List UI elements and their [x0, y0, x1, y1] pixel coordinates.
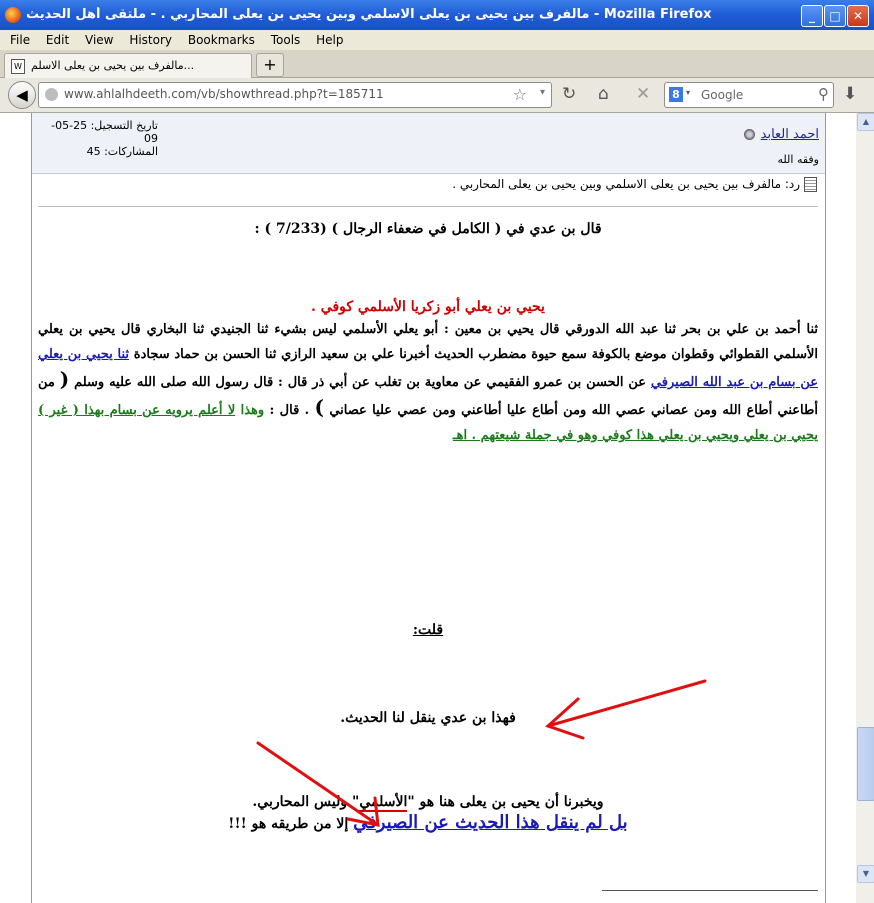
line2-b: " وليس المحاربي.: [252, 794, 360, 810]
close-button[interactable]: ✕: [847, 5, 869, 27]
search-placeholder: Google: [701, 88, 744, 102]
para-a: ثنا أحمد بن علي بن بحر ثنا عبد الله الدورقي قال يحيي بن معين : أبو يعلي الأسلمي ليس بشيء ثنا الجنيدي ثنا البخاري قال يحيي بن يعلي الأسلمي القطوائي وقطوان موضع بالكوفة سمع حيوة مضطرب الحديث أخبرنا علي بن سعيد الرازي ثنا الحسن بن حماد سجادة: [38, 322, 818, 362]
google-icon[interactable]: 8: [669, 87, 683, 102]
quote-paragraph: [38, 317, 818, 448]
menu-file[interactable]: File: [10, 33, 31, 47]
green-text: وهذا: [240, 403, 265, 418]
post-body: [38, 213, 818, 833]
stop-icon[interactable]: ✕: [636, 84, 651, 104]
post-title-text: رد: مالفرف بين يحيى بن يعلى الاسلمي وبين يحيى بن يعلى المحاربي .: [452, 177, 800, 191]
url-text[interactable]: www.ahlalhdeeth.com/vb/showthread.php?t=185711: [64, 87, 384, 101]
page-content: [0, 113, 856, 903]
signature-divider: [602, 890, 818, 891]
line2-aslami: الأسلمي: [359, 794, 408, 810]
reload-icon[interactable]: ↻: [562, 84, 577, 104]
firefox-icon: [5, 7, 21, 23]
post-count: المشاركات: 45: [86, 145, 158, 158]
search-box[interactable]: [664, 82, 834, 108]
comment-line-1: فهذا بن عدي ينقل لنا الحديث.: [340, 710, 516, 726]
page-icon: W: [11, 59, 25, 74]
back-button[interactable]: ◀: [8, 81, 36, 109]
line3-rest: إلا من طريقه هو !!!: [228, 816, 349, 832]
download-icon[interactable]: ⬇: [843, 84, 858, 104]
tab-label: مالفرف بين يحيى بن يعلى الاسلم...: [31, 59, 195, 72]
home-icon[interactable]: ⌂: [598, 84, 609, 104]
comment-line-2: [38, 794, 818, 810]
menu-bookmarks[interactable]: Bookmarks: [187, 33, 255, 47]
tab-bar: [0, 50, 874, 78]
window-titlebar[interactable]: [0, 0, 874, 30]
username-link[interactable]: احمد العابد: [760, 127, 819, 142]
paren-close: ): [314, 395, 324, 419]
green-underlined-text: لا أعلم يرويه عن بسام بهذا ( غير ) يحيي بن يعلي ويحيي بن يعلي هذا كوفي وهو في جملة شيعتهم . اهـ: [38, 403, 818, 443]
online-status-icon: [744, 129, 755, 140]
menu-help[interactable]: Help: [316, 33, 344, 47]
menu-edit[interactable]: Edit: [45, 33, 70, 47]
url-bar[interactable]: [38, 82, 552, 108]
post: [31, 113, 826, 903]
maximize-button[interactable]: □: [824, 5, 846, 27]
menu-bar: [0, 30, 874, 50]
line2-a: ويخبرنا أن يحيى بن يعلى هنا هو ": [407, 794, 604, 810]
minimize-button[interactable]: _: [801, 5, 823, 27]
scroll-up-button[interactable]: ▲: [857, 113, 874, 131]
window-title: مالفرف بين يحيى بن يعلى الاسلمي وبين يحيى بن يعلى المحاربي . - ملتقى أهل الحديث - Mozilla Firefox: [26, 7, 712, 22]
line3-link[interactable]: بل لم ينقل هذا الحديث عن الصيرفي: [353, 812, 628, 833]
vertical-scrollbar[interactable]: [856, 113, 874, 903]
narrator-name: يحيي بن يعلي أبو زكريا الأسلمي كوفي .: [311, 299, 545, 315]
navigation-toolbar: [0, 78, 874, 113]
menu-history[interactable]: History: [129, 33, 173, 47]
search-engine-dropdown-icon[interactable]: ▾: [686, 88, 691, 97]
comment-line-3: [38, 812, 818, 833]
para-b: عن الحسن بن عمرو الفقيمي عن معاوية بن تغلب عن أبي ذر قال : قال رسول الله صلى الله عليه وسلم: [74, 375, 647, 390]
bookmark-star-icon[interactable]: ☆: [512, 85, 527, 104]
search-icon[interactable]: ⚲: [818, 85, 829, 103]
scroll-thumb[interactable]: [857, 727, 874, 801]
quote-heading: قال بن عدي في ( الكامل في ضعفاء الرجال ) (7/233 ) :: [254, 221, 602, 237]
menu-view[interactable]: View: [85, 33, 114, 47]
menu-tools[interactable]: Tools: [270, 33, 301, 47]
divider: [38, 206, 818, 207]
registration-info: [38, 119, 158, 158]
para-d: . قال :: [269, 403, 310, 418]
post-user-bar: [32, 113, 825, 174]
reg-date: تاريخ التسجيل: 25-05-09: [51, 119, 158, 145]
globe-icon: [45, 88, 58, 101]
url-dropdown-icon[interactable]: ▾: [539, 87, 545, 98]
new-tab-button[interactable]: +: [256, 53, 284, 77]
tab-thread[interactable]: [4, 53, 252, 78]
paren-open: (: [59, 367, 70, 391]
scroll-down-button[interactable]: ▼: [857, 865, 874, 883]
post-title: [452, 177, 817, 192]
qult-label: قلت:: [412, 622, 444, 638]
chain-link[interactable]: ثنا يحيي بن يعلي عن بسام بن عبد الله الصيرفي: [38, 347, 818, 390]
para-c: من أطاعني أطاع الله ومن عصاني عصي الله ومن أطاع عليا أطاعني ومن عصي عليا عصاني: [38, 375, 818, 418]
user-title: وفقه الله: [777, 153, 819, 166]
post-icon: [804, 177, 817, 192]
